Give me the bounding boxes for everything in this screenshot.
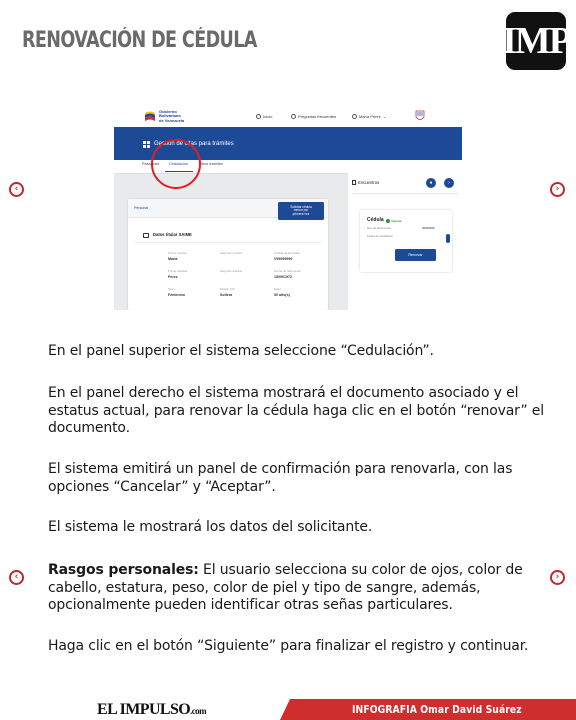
brand-domain: .com xyxy=(190,706,206,716)
field-value: Perez xyxy=(168,275,178,279)
id-card-icon xyxy=(143,233,149,238)
tab-personal[interactable]: Personal xyxy=(134,206,149,210)
nav-user[interactable] xyxy=(352,114,386,119)
highlight-circle xyxy=(151,139,201,189)
next-button[interactable] xyxy=(444,178,454,188)
brand-name: EL IMPULSO xyxy=(97,701,191,718)
field-label: Primer apellido xyxy=(168,269,188,273)
tab-cedulacion[interactable]: Cedulación xyxy=(169,162,188,166)
arrow-left-icon[interactable]: ‹ xyxy=(9,570,24,585)
field-value: María xyxy=(168,257,178,261)
tab-pasaporte[interactable]: Pasaporte xyxy=(142,162,160,166)
field-label: Edad xyxy=(274,287,281,291)
field-value: Femenino xyxy=(168,293,185,297)
arrow-right-icon[interactable]: › xyxy=(550,182,565,197)
banner-title: Gestión de citas para trámites xyxy=(154,141,234,147)
field-value: 15/09/1972 xyxy=(274,275,292,279)
instruction-5-text: El usuario selecciona su color de ojos, color de cabello, estatura, peso, color de piel y tipo de sangre, además, opcionalmente pueden identificar otras señas particulares. xyxy=(48,562,523,613)
datos-card xyxy=(128,199,328,310)
tab-otros-tramites[interactable]: Otros trámites xyxy=(199,162,223,166)
doc-value: 99999999 xyxy=(422,226,435,230)
field-value: V99999999 xyxy=(274,257,293,261)
nav-home-label: Inicio xyxy=(263,114,273,119)
field-label: Sexo xyxy=(168,287,175,291)
imp-logo: IMP xyxy=(506,12,566,70)
status-dot xyxy=(386,219,390,223)
nav-faq[interactable] xyxy=(291,114,336,119)
field-label: Segundo apellido xyxy=(220,269,243,273)
document-icon xyxy=(352,180,356,185)
user-icon xyxy=(352,114,357,119)
nav-user-label: María Pérez xyxy=(359,114,381,119)
chat-icon: ● xyxy=(429,180,433,186)
field-label: Estado civil xyxy=(220,287,235,291)
instruction-1: En el panel superior el sistema seleccione “Cedulación”. xyxy=(48,343,434,359)
field-label: Primer nombre xyxy=(168,251,188,255)
instruction-3: El sistema emitirá un panel de confirmación para renovarla, con las opciones “Cancelar” y “Aceptar”. xyxy=(48,461,513,495)
app-screenshot xyxy=(114,107,462,310)
scroll-handle[interactable] xyxy=(446,234,450,243)
gov-name: Gobierno Bolivariano de Venezuela xyxy=(159,109,185,123)
doc-label: Nro. de documento xyxy=(367,226,391,230)
arrow-right-icon: › xyxy=(448,180,450,186)
grid-icon xyxy=(143,141,150,148)
field-value: Soltera xyxy=(220,293,233,297)
cedula-title: Cédula xyxy=(367,217,384,223)
status-badge: Vigente xyxy=(391,219,402,223)
help-icon xyxy=(291,114,296,119)
crest-icon xyxy=(414,109,426,123)
footer-brand xyxy=(97,701,206,719)
page-title: RENOVACIÓN DE CÉDULA xyxy=(22,28,257,53)
field-label: Segundo nombre xyxy=(220,251,243,255)
instruction-6: Haga clic en el botón “Siguiente” para finalizar el registro y continuar. xyxy=(48,638,529,654)
instruction-2: En el panel derecho el sistema mostrará el documento asociado y el estatus actual, para renovar la cédula haga clic en el botón “renovar” el documento. xyxy=(48,385,544,436)
divider xyxy=(352,193,458,194)
datos-title: Datos titular SAIME xyxy=(153,232,192,237)
field-label: Cédula de identidad xyxy=(274,251,300,255)
request-cedula-button[interactable]: Solicitar cédula menor por primera vez xyxy=(278,202,324,220)
instruction-4: El sistema le mostrará los datos del solicitante. xyxy=(48,519,373,535)
divider xyxy=(134,242,322,243)
arrow-left-icon[interactable]: ‹ xyxy=(9,182,24,197)
instruction-5-heading: Rasgos personales: xyxy=(48,562,199,578)
renovar-button[interactable]: Renovar xyxy=(395,249,436,261)
flag-icon xyxy=(144,110,156,123)
field-value: 50 año(s) xyxy=(274,293,290,297)
chat-button[interactable] xyxy=(426,178,436,188)
home-icon xyxy=(256,114,261,119)
nav-faq-label: Preguntas frecuentes xyxy=(298,114,337,119)
nav-home[interactable] xyxy=(256,114,272,119)
instruction-5 xyxy=(48,562,544,615)
field-label: Fecha de nacimiento xyxy=(274,269,301,273)
arrow-right-icon[interactable]: › xyxy=(550,570,565,585)
encuentros-title: Encuentros xyxy=(358,180,380,185)
date-label: Fecha de expedición xyxy=(367,234,393,238)
chevron-down-icon: ⌄ xyxy=(382,114,387,119)
footer-credit: INFOGRAFIA Omar David Suárez xyxy=(352,703,522,716)
